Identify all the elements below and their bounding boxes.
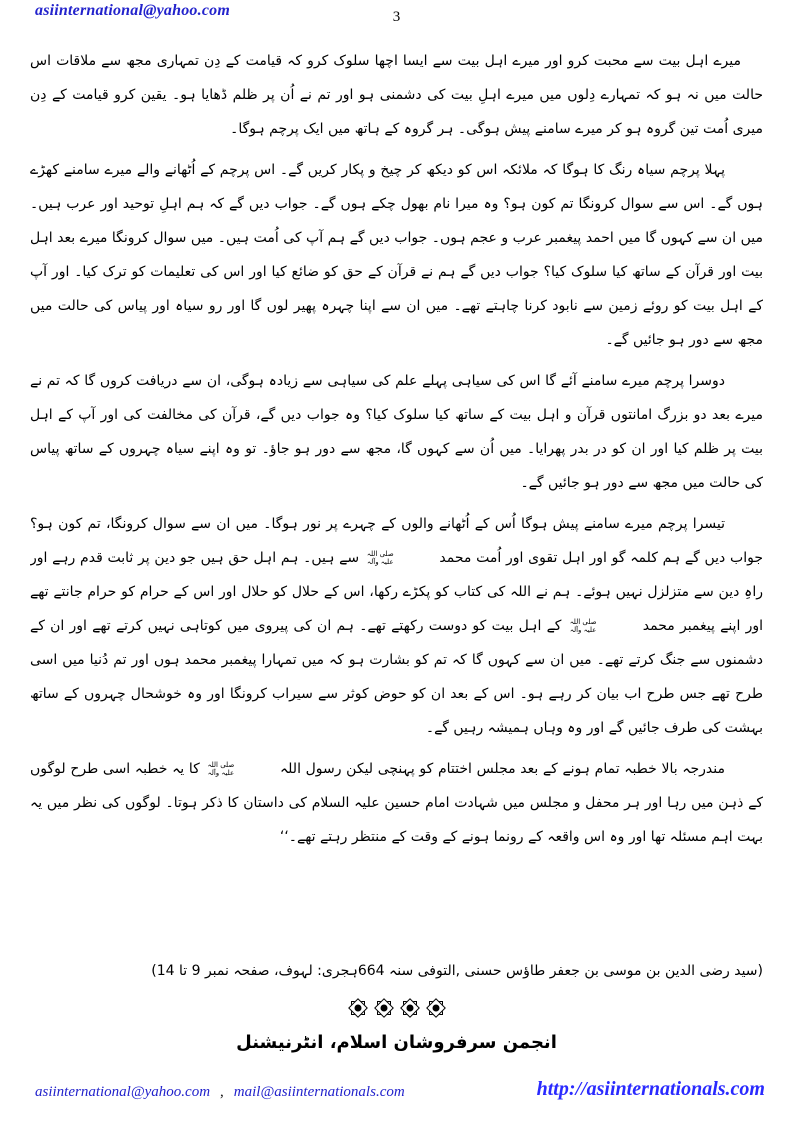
star-ornament-icon — [403, 1001, 417, 1015]
paragraph: مندرجہ بالا خطبہ تمام ہونے کے بعد مجلس اختتام کو پہنچی لیکن رسول اللہ صلی اللہ علیہ وآلہ کا یہ خطبہ اسی طرح لوگوں کے ذہن میں رہا اور ہر محفل و مجلس میں شہادت امام حسین علیہ السلام کی داستان کا ذکر ہوتا۔ لوگوں کی نظر میں یہ بہت اہم مسئلہ تھا اور وہ اس واقعہ کے رونما ہونے کے وقت کے منتظر رہتے تھے۔‘‘ — [30, 760, 763, 845]
footer-email-link-asi[interactable]: mail@asiinternationals.com — [233, 1084, 405, 1100]
paragraph: دوسرا پرچم میرے سامنے آئے گا اس کی سیاہی پہلے علم کی سیاہی سے زیادہ ہوگی، ان سے دریافت کروں گا کہ تم نے میرے بعد دو بزرگ امانتوں قرآن و اہل بیت کے ساتھ کیا سلوک کیا؟ وہ جواب دیں گے، قرآن کی مخالفت کی اور آپ کے اہل بیت پر ظلم کیا اور ان کو در بدر پھرایا۔ میں اُن سے کہوں گا، مجھ سے دور ہو جاؤ۔ تو وہ اپنے سیاہ چہروں کے ساتھ پیاس کی حالت میں مجھ سے دور ہو جائیں گے۔ — [30, 373, 763, 491]
star-ornament-icon — [377, 1001, 391, 1015]
footer-email-row — [35, 1084, 405, 1101]
footer-email-link-yahoo[interactable]: asiinternational@yahoo.com — [35, 1084, 211, 1100]
paragraph: میرے اہل بیت سے محبت کرو اور میرے اہل بیت سے ایسا اچھا سلوک کرو کہ قیامت کے دِن تمہاری مجھ سے ملاقات اس حالت میں نہ ہو کہ تمہارے دِلوں میں میرے اہلِ بیت کی دشمنی ہو اور تم نے اُن پر ظلم ڈھایا ہو۔ یقین کرو قیامت کے دِن میری اُمت تین گروہ ہو کر میرے سامنے پیش ہوگی۔ ہر گروہ کے ہاتھ میں ایک پرچم ہوگا۔ — [30, 53, 763, 137]
paragraph: تیسرا پرچم میرے سامنے پیش ہوگا اُس کے اُٹھانے والوں کے چہرے پر نور ہوگا۔ میں ان سے سوال کرونگا، تم کون ہو؟ جواب دیں گے ہم کلمہ گو اور اہل تقوی اور اُمت محمد صلی اللہ علیہ وآلہ سے ہیں۔ ہم اہل حق ہیں جو دین پر ثابت قدم رہے اور راہِ دین سے متزلزل نہیں ہوئے۔ ہم نے اللہ کی کتاب کو پکڑے رکھا، اس کے حلال کو حلال اور اس کے حرام کو حرام جانتے تھے اور اپنے پیغمبر محمد صلی اللہ علیہ وآلہ کے اہل بیت کو دوست رکھتے تھے۔ ہم ان کی پیروی میں کوتاہی نہیں کرتے تھے اور ان کے دشمنوں سے جنگ کرتے تھے۔ میں ان سے کہوں گا کہ تم کو بشارت ہو کہ میں تمہارا پیغمبر محمد ہوں اور تم دُنیا میں اسی طرح تھے جس طرح اب بیان کر رہے ہو۔ اس کے بعد ان کو حوض کوثر سے سیراب کرونگا اور وہ خوشحال چہروں کے ساتھ بہشت کی طرف جائیں گے اور وہ وہاں ہمیشہ رہیں گے۔ — [30, 516, 763, 736]
footer-email-separator: , — [220, 1084, 224, 1100]
star-ornament-icon — [351, 1001, 365, 1015]
star-ornament-icon — [429, 1001, 443, 1015]
star-ornament-row — [0, 1000, 793, 1020]
sermon-text-block — [30, 44, 763, 954]
honorific-mark: صلی اللہ علیہ وآلہ — [366, 549, 394, 566]
footer-website-link[interactable]: http://asiinternationals.com — [536, 1078, 765, 1100]
header-email-link[interactable]: asiinternational@yahoo.com — [35, 2, 230, 19]
honorific-mark: صلی اللہ علیہ وآلہ — [569, 617, 597, 634]
paragraph: پہلا پرچم سیاہ رنگ کا ہوگا کہ ملائکہ اس کو دیکھ کر چیخ و پکار کریں گے۔ اس پرچم کے اُٹھانے والے میرے سامنے کھڑے ہوں گے۔ اس سے سوال کرونگا تم کون ہو؟ وہ میرا نام بھول چکے ہوں گے۔ جواب دیں گے کہ ہم اہلِ توحید اور عرب ہیں۔ میں ان سے کہوں گا میں احمد پیغمبر عرب و عجم ہوں۔ جواب دیں گے ہم آپ کی اُمت ہیں۔ میں سوال کرونگا میرے بعد اہل بیت اور قرآن کے ساتھ کیا سلوک کیا؟ جواب دیں گے ہم نے قرآن کے حق کو ضائع کیا اور اس کی تعلیمات کو ترک کیا۔ اور آپ کے اہل بیت کو روئے زمین سے نابود کرنا چاہتے تھے۔ میں ان سے اپنا چہرہ پھیر لوں گا اور رو سیاہ اور پیاس کی حالت میں مجھ سے دور ہو جائیں گے۔ — [30, 162, 763, 348]
organization-name: انجمن سرفروشان اسلام، انٹرنیشنل — [236, 1032, 557, 1053]
source-citation: (سید رضی الدین بن موسی بن جعفر طاؤس حسنی ,التوفی سنہ 664ہجری: لہوف، صفحہ نمبر 9 تا 14) — [151, 963, 763, 979]
honorific-mark: صلی اللہ علیہ وآلہ — [207, 760, 235, 777]
page-number: 3 — [392, 9, 401, 25]
